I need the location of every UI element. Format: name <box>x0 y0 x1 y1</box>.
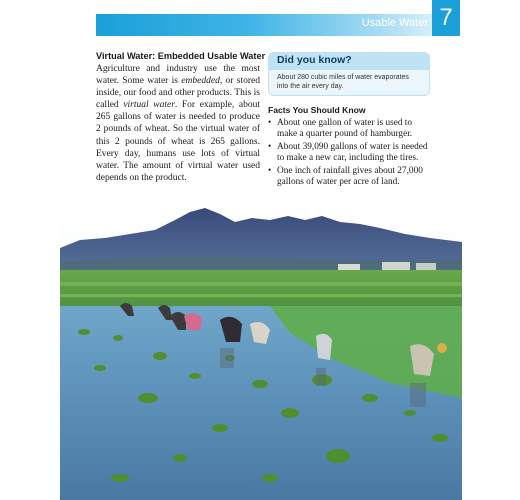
article-heading: Virtual Water: Embedded Usable Water <box>96 51 266 61</box>
page-number: 7 <box>439 4 453 31</box>
facts-list <box>268 118 433 188</box>
text-run: , or stored inside, our food and other products. This is called <box>96 76 260 111</box>
did-you-know-text: About 280 cubic miles of water evaporates into the air every day. <box>277 74 409 91</box>
section-title: Usable Water <box>361 17 428 29</box>
fact-item: • One inch of rainfall gives about 27,000 gallons of water per acre of land. <box>268 166 433 188</box>
text-run: Agriculture and industry use the most water. Some water is <box>96 64 260 87</box>
italic-term: embedded <box>181 76 220 87</box>
did-you-know-box <box>268 52 430 96</box>
facts-section <box>268 105 433 190</box>
article <box>96 51 266 184</box>
facts-heading: Facts You Should Know <box>268 105 366 115</box>
rice-paddy-photo <box>60 208 462 500</box>
fact-item: • About 39,090 gallons of water is needed to make a new car, including the tires. <box>268 142 433 164</box>
italic-term: virtual water <box>123 100 175 111</box>
text-run: . For example, about 265 gallons of water is needed to produce 2 pounds of wheat. So the virtual water of this 2 pounds of wheat is 265 gallons. Every day, humans use lots of virtual water. The amount of virtual water used depends on the product. <box>96 100 260 183</box>
did-you-know-heading: Did you know? <box>269 53 429 70</box>
fact-item: • About one gallon of water is used to make a quarter pound of hamburger. <box>268 118 433 140</box>
article-paragraph <box>96 63 260 184</box>
